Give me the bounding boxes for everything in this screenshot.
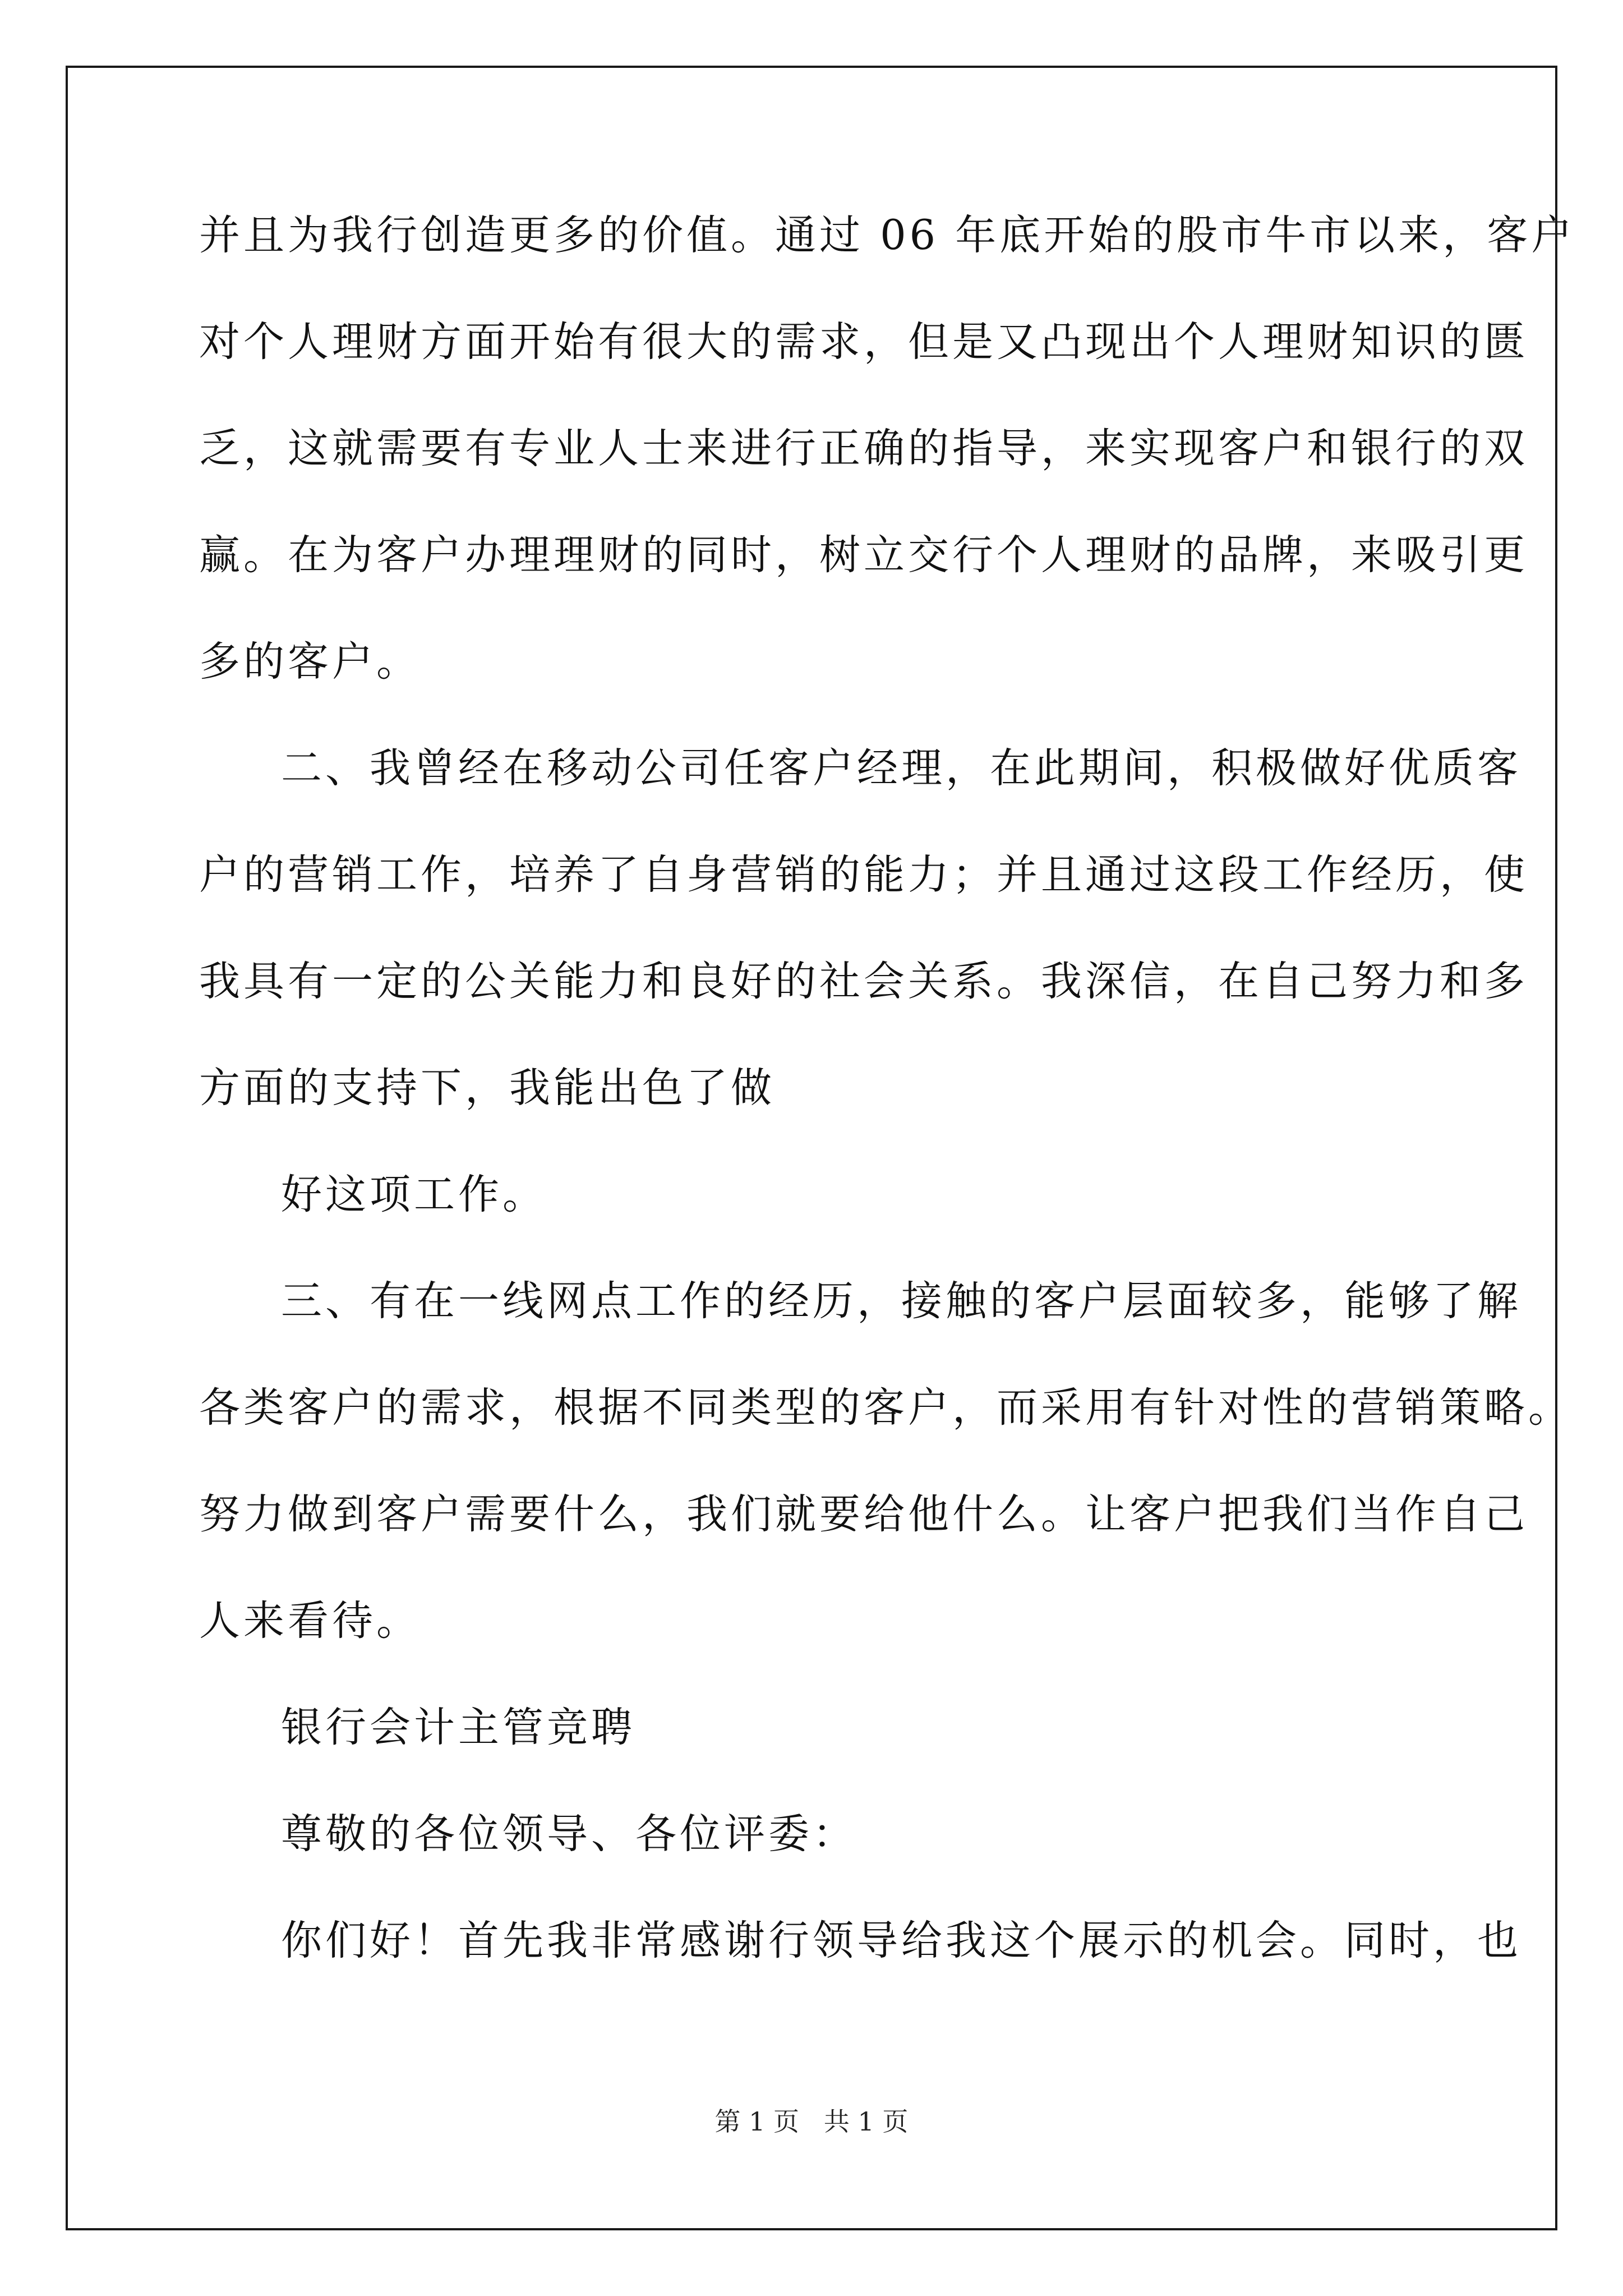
text-line: 人来看待。 — [199, 1597, 421, 1645]
text-line: 乏，这就需要有专业人士来进行正确的指导，来实现客户和银行的双 — [199, 425, 1528, 472]
text-line: 赢。在为客户办理理财的同时，树立交行个人理财的品牌，来吸引更 — [199, 531, 1528, 579]
text-line: 我具有一定的公关能力和良好的社会关系。我深信，在自己努力和多 — [199, 958, 1528, 1005]
paragraph-start-line: 好这项工作。 — [281, 1171, 547, 1218]
text-line: 方面的支持下，我能出色了做 — [199, 1064, 775, 1112]
salutation: 尊敬的各位领导、各位评委： — [281, 1810, 857, 1858]
paragraph-start-line: 你们好！首先我非常感谢行领导给我这个展示的机会。同时，也 — [281, 1917, 1521, 1964]
page-number: 第 1 页 共 1 页 — [714, 2106, 909, 2137]
text-line: 并且为我行创造更多的价值。通过 06 年底开始的股市牛市以来，客户 — [199, 211, 1576, 259]
text-line: 努力做到客户需要什么，我们就要给他什么。让客户把我们当作自己 — [199, 1490, 1528, 1538]
text-line: 多的客户。 — [199, 638, 421, 685]
section-heading: 银行会计主管竞聘 — [281, 1704, 635, 1751]
paragraph-start-line: 三、有在一线网点工作的经历，接触的客户层面较多，能够了解 — [281, 1277, 1521, 1325]
text-line: 户的营销工作，培养了自身营销的能力；并且通过这段工作经历，使 — [199, 851, 1528, 899]
paragraph-start-line: 二、我曾经在移动公司任客户经理，在此期间，积极做好优质客 — [281, 744, 1521, 792]
text-line: 对个人理财方面开始有很大的需求，但是又凸现出个人理财知识的匮 — [199, 318, 1528, 366]
text-line: 各类客户的需求，根据不同类型的客户，而采用有针对性的营销策略。 — [199, 1384, 1573, 1432]
page-border — [66, 66, 1557, 2230]
